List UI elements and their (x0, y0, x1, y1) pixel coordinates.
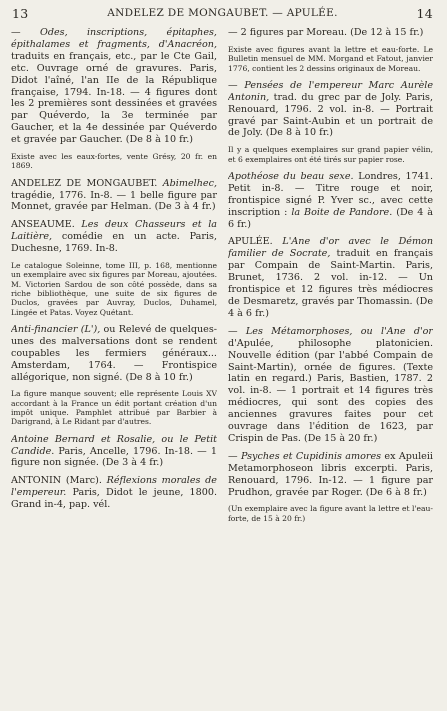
entry-text: ANTONIN (Marc). (11, 475, 107, 487)
bibliographic-note: Le catalogue Soleinne, tome III, p. 168, mentionne un exemplaire avec six figures par Moreau, ajoutées. M. Victorien Sardou de son côté possède, dans sa riche bibliothèque, une suite de six figures de Duclos, gravées par Auvray, Duclos, Duhamel, Lingée et Patas. Voyez Quétant. (11, 261, 217, 317)
bibliography-entry (228, 27, 433, 39)
entry-text: Paris, Ancelle, 1796. In-18. — 1 figure non signée. (De 3 à 4 fr.) (11, 445, 217, 469)
bibliography-entry (11, 178, 217, 214)
entry-text: — (228, 325, 246, 337)
entry-text: d'Apulée, philosophe platonicien. Nouvelle édition (par l'abbé Compain de Saint-Martin), ornée de figures. (Texte latin en regard.) Paris, Bastien, 1787. 2 vol. in-8. — 1 portrait et 14 figures très médiocres, qui sont des copies des anciennes gravures faites pour cet ouvrage dans l'édition de 1623, par Crispin de Pas. (De 15 à 20 fr.) (228, 337, 433, 444)
bibliographic-note: Existe avec les eaux-fortes, vente Grésy, 20 fr. en 1869. (11, 152, 217, 171)
entry-title-italic: Les deux Chasseurs et la Laitière, (11, 219, 217, 243)
bibliography-entry (228, 80, 433, 140)
entry-title-italic: Anti-financier (L'), (11, 323, 101, 335)
entry-text: ou Relevé de quelques-unes des malversations dont se rendent coupables les fermiers généraux... Amsterdam, 1764. — Frontispice allégorique, non signé. (De 8 à 10 fr.) (11, 323, 217, 383)
entry-title-italic: Odes, inscriptions, épitaphes, épithalames et fragments, d'Anacréon, (11, 27, 217, 50)
bibliography-entry (228, 326, 433, 445)
bibliography-entry (11, 219, 217, 255)
bibliography-entry (228, 171, 433, 231)
entry-text: (De 4 à 6 fr.) (228, 206, 433, 230)
running-title: ANDELEZ DE MONGAUBET. — APULÉE. (107, 7, 338, 19)
entry-title-italic: Psyches et Cupidinis amores (240, 450, 382, 462)
bibliographic-note: (Un exemplaire avec la figure avant la lettre et l'eau-forte, de 15 à 20 fr.) (228, 504, 433, 523)
bibliography-entry (228, 236, 433, 319)
right-column (228, 27, 433, 530)
entry-text: traduit en français par Compain de Saint-Martin. Paris, Brunet, 1736. 2 vol. in-12. — Un frontispice et 12 figures très médiocres de Desmaretz, gravés par Thomassin. (De 4 à 6 fr.) (228, 248, 433, 319)
entry-title-italic: Les Métamorphoses, ou l'Ane d'or (245, 325, 433, 337)
entry-title-italic: Antoine Bernard et Rosalie, ou le Petit Candide. (11, 433, 217, 457)
entry-text: — (11, 27, 40, 38)
entry-title-italic: L'Ane d'or avec le Démon familier de Socrate, (228, 236, 433, 260)
page-number-left: 13 (12, 6, 29, 21)
bibliographic-note: Il y a quelques exemplaires sur grand papier vélin, et 6 exemplaires ont été tirés sur papier rose. (228, 145, 433, 164)
bibliography-entry (228, 451, 433, 499)
left-column (11, 27, 217, 517)
bibliography-entry (11, 475, 217, 511)
page-number-right: 14 (416, 6, 433, 21)
entry-text: — 2 figures par Moreau. (De 12 à 15 fr.) (228, 27, 424, 38)
running-header (12, 6, 433, 24)
entry-text: traduits en français, etc., par le Cte Gail, etc. Ouvrage orné de gravures. Paris, Didot l'aîné, l'an IIe de la République française, 1794. In-18. — 4 figures dont les 2 premières sont dessinées et gravées par Quéverdo, la 3e terminée par Gaucher, et la 4e dessinée par Quéverdo et gravée par Gaucher. (De 8 à 10 fr.) (11, 50, 217, 146)
entry-title-italic: Pensées de l'empereur Marc Aurèle Antonin, (228, 79, 433, 103)
entry-text: comédie en un acte. Paris, Duchesne, 1769. In-8. (11, 231, 217, 255)
bibliography-entry (11, 27, 217, 146)
entry-title-italic: Abimelhec, (162, 177, 217, 189)
entry-text: ex Apuleii Metamorphoseon libris excerpti. Paris, Renouard, 1796. In-12. — 1 figure par Prudhon, gravée par Roger. (De 6 à 8 fr.) (228, 450, 433, 498)
entry-text: — (228, 79, 245, 91)
entry-text: APULÉE. (228, 236, 283, 248)
entry-title-italic: Apothéose du beau sexe. (228, 170, 354, 182)
entry-title-italic: Réflexions morales de l'empereur. (11, 475, 217, 499)
bibliography-entry (11, 434, 217, 470)
entry-text: — (228, 450, 241, 462)
bibliographic-note: La figure manque souvent; elle représente Louis XV accordant à la France un édit portant création d'un impôt unique. Pamphlet attribué par Barbier à Darigrand, à Le Ridant par d'autres. (11, 389, 217, 427)
entry-title-italic: la Boite de Pandore. (291, 206, 393, 218)
entry-text: ANDELEZ DE MONGAUBET. (11, 177, 163, 189)
entry-text: ANSEAUME. (11, 219, 82, 231)
bibliographic-note: Existe avec figures avant la lettre et eau-forte. Le Bulletin mensuel de MM. Morgand et Fatout, janvier 1776, contient les 2 dessins originaux de Moreau. (228, 44, 433, 73)
entry-text: tragédie, 1776. In-8. — 1 belle figure par Monnet, gravée par Helman. (De 3 à 4 fr.) (11, 189, 217, 213)
bibliography-entry (11, 324, 217, 384)
entry-text: trad. du grec par de Joly. Paris, Renouard, 1796. 2 vol. in-8. — Portrait gravé par Saint-Aubin et un portrait de de Joly. (De 8 à 10 fr.) (228, 91, 433, 139)
entry-text: Paris, Didot le jeune, 1800. Grand in-4, pap. vél. (11, 487, 217, 511)
entry-text: Londres, 1741. Petit in-8. — Titre rouge et noir, frontispice signé P. Yver sc., avec cette inscription : (228, 170, 433, 218)
